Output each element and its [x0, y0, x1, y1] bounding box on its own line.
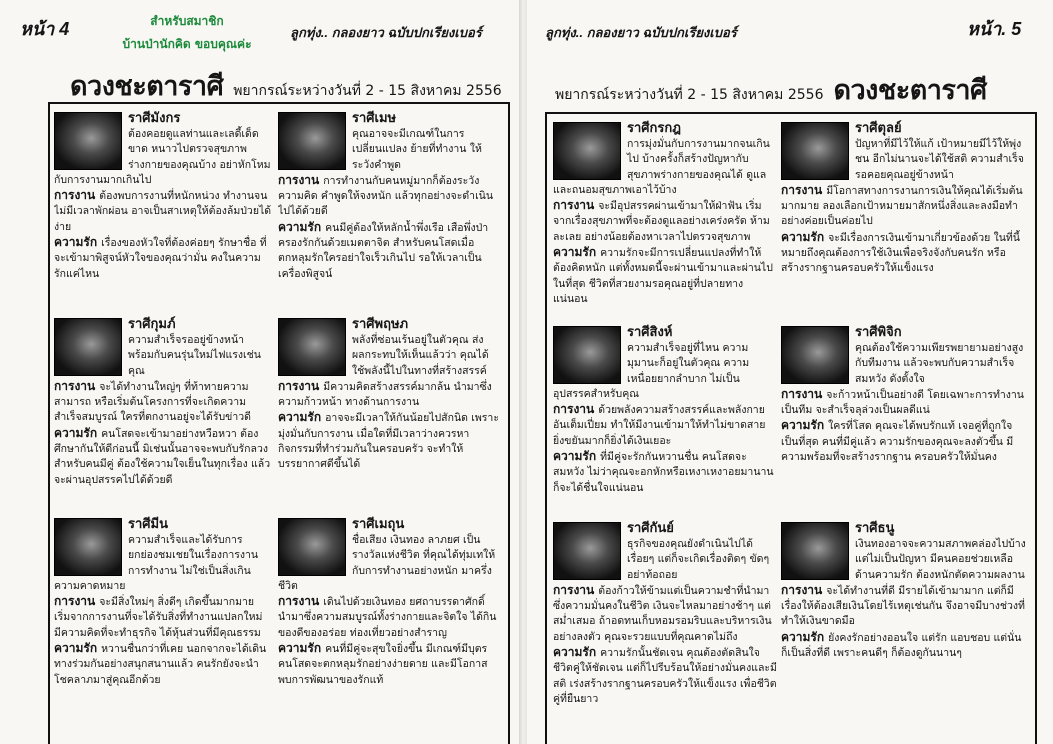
work-text: จะมีสิ่งใหม่ๆ สิ่งดีๆ เกิดขึ้นมากมาย เริ่มจากการงานที่จะได้รับสิ่งที่ทำงานแปลกใหม่ มีความคิดที่จะทำธุรกิจ ได้หุ้นส่วนที่มีคุณธรรม	[54, 596, 263, 639]
love-label: ความรัก	[553, 245, 597, 260]
sign-name: ราศีเมษ	[352, 111, 397, 126]
member-note	[122, 10, 252, 56]
love-text: คนที่มีคู่จะสุขใจยิ่งขึ้น มีเกณฑ์มีบุตร คนโสดจะตกหลุมรักอย่างง่ายดาย และมีโอกาสพบการพัฒนาของรักแท้	[278, 643, 488, 686]
sign-intro: ธุรกิจของคุณยังดำเนินไปได้เรื่อยๆ แต่ก็จะเกิดเรื่องติดๆ ขัดๆ อย่าท้อถอย	[627, 538, 770, 581]
work-label: การงาน	[553, 198, 595, 213]
work-label: การงาน	[54, 594, 96, 609]
left-page	[0, 0, 521, 744]
love-label: ความรัก	[54, 425, 98, 440]
work-text: จะได้ทำงานที่ดี มีรายได้เข้ามามาก แต่ก็มีเรื่องให้ต้องเสียเงินโดยไร้เหตุเช่นกัน จึงอาจมีบางช่วงที่ทำให้เงินขาดมือ	[781, 584, 1025, 628]
sign-taurus	[278, 316, 500, 508]
work-text: มีโอกาสทางการงานการเงินให้คุณได้เริ่มต้นมากมาย ลองเลือกเป้าหมายมาสักหนึ่งสิ่งและลงมือทำอย่างค่อยเป็นค่อยไป	[781, 184, 1023, 228]
sign-aries	[278, 110, 500, 308]
page-heading	[70, 64, 502, 107]
sign-leo	[553, 324, 777, 514]
love-text: ใครที่โสด คุณจะได้พบรักแท้ เจอคู่ที่ถูกใจเป็นที่สุด คนที่มีคู่แล้ว ความรักของคุณจะลงตัวขึ้น มีความพร้อมที่จะสร้างรากฐาน ครอบครัวให้มั่นคง	[781, 420, 1014, 464]
sign-intro: ปัญหาที่มีไว้ให้แก้ เป้าหมายมีไว้ให้พุ่งชน อีกไม่นานจะได้ใช้สติ ความสำเร็จรอคอยคุณอยู่ข้างหน้า	[855, 138, 1024, 181]
work-text: ด้วยพลังความสร้างสรรค์และพลังกายอันเต็มเปี่ยม ทำให้มีงานเข้ามาให้ทำไม่ขาดสาย ยิ่งขยันมากก็ยิ่งได้เงินเยอะ	[553, 404, 766, 447]
sign-name: ราศีสิงห์	[627, 325, 673, 340]
sign-virgo	[553, 520, 777, 742]
work-text: เดินไปด้วยเงินทอง ยศถาบรรดาศักดิ์ นำมาซึ่งความสมบูรณ์ทั้งร่างกายและจิตใจ ได้กินของดีของอร่อย ท่องเที่ยวอย่างสำราญ	[278, 596, 497, 639]
horoscope-title: ดวงชะตาราศี	[833, 75, 987, 105]
sign-scorpio	[781, 324, 1027, 514]
love-label: ความรัก	[553, 449, 597, 464]
love-text: ความรักจะมีการเปลี่ยนแปลงที่ทำให้ต้องคิดหนัก แต่ทั้งหมดนี้จะผ่านเข้ามาและผ่านไป ในที่สุด ชีวิตที่สวยงามรอคุณอยู่ที่ปลายทางแน่นอน	[553, 247, 773, 305]
sign-intro: คุณอาจจะมีเกณฑ์ในการเปลี่ยนแปลง ย้ายที่ทำงาน ให้ระวังคำพูด	[352, 128, 482, 171]
sign-illustration	[781, 522, 849, 580]
sign-name: ราศีธนู	[855, 521, 895, 536]
right-page	[527, 0, 1053, 744]
love-label: ความรัก	[553, 645, 597, 660]
sign-illustration	[278, 318, 346, 376]
sign-intro: คุณต้องใช้ความเพียรพยายามอย่างสูงกับทีมงาน แล้วจะพบกับความสำเร็จสมหวัง ดังตั้งใจ	[855, 342, 1024, 385]
horoscope-title: ดวงชะตาราศี	[70, 71, 224, 101]
sign-sagittarius	[781, 520, 1027, 742]
sign-aquarius	[54, 316, 272, 508]
running-header: ลูกทุ่ง.. กลองยาว ฉบับปกเรียงเบอร์	[290, 25, 482, 40]
sign-intro: ความสำเร็จรออยู่ข้างหน้า พร้อมกับคนรุ่นใหม่ไฟแรงเช่นคุณ	[128, 334, 261, 377]
sign-illustration	[54, 112, 122, 170]
sign-name: ราศีพิจิก	[855, 325, 902, 340]
work-text: ต้องพบการงานที่หนักหน่วง ทำงานจนไม่มีเวลาพักผ่อน อาจเป็นสาเหตุให้ต้องล้มป่วยได้ง่าย	[54, 190, 272, 233]
love-label: ความรัก	[54, 641, 98, 656]
love-text: คนโสดจะเข้ามาอย่างหวือหวา ต้องศึกษากันให้ดีก่อนนี้ มิเช่นนั้นอาจจะพบกับรักลวง สำหรับคนมีคู่ ต้องใช้ความใจเย็นในทุกเรื่อง แล้วจะผ่านอุปสรรคไปได้ด้วยดี	[54, 427, 271, 486]
sign-name: ราศีกันย์	[627, 521, 674, 536]
sign-gemini	[278, 516, 500, 742]
work-label: การงาน	[54, 188, 96, 203]
sign-intro: ความสำเร็จและได้รับการยกย่องชมเชยในเรื่องการงาน การทำงาน ไม่ใช่เป็นสิ่งเกินความคาดหมาย	[54, 534, 259, 592]
work-label: การงาน	[781, 182, 823, 197]
work-text: การทำงานกับคนหมู่มากก็ต้องระวังความคิด คำพูดให้จงหนัก แล้วทุกอย่างจะดำเนินไปได้ด้วยดี	[278, 174, 494, 218]
page-heading	[555, 68, 987, 111]
love-label: ความรัก	[278, 410, 322, 425]
work-text: จะมีอุปสรรคผ่านเข้ามาให้ฝ่าฟัน เริ่มจากเรื่องสุขภาพที่จะต้องดูแลอย่างเคร่งครัด ห้ามละเลย อย่างน้อยต้องหาเวลาไปตรวจสุขภาพ	[553, 200, 770, 243]
sign-intro: ความสำเร็จอยู่ที่ไหน ความมุมานะก็อยู่ในตัวคุณ ความเหนื่อยยากลำบาก ไม่เป็นอุปสรรคสำหรับคุณ	[553, 342, 750, 400]
love-text: ความรักนั้นชัดเจน คุณต้องตัดสินใจชีวิตคู่ให้ชัดเจน แต่ก็ไปรีบร้อนให้อย่างมั่นคงและมีสติ เร่งสร้างรากฐานครอบครัวให้แข็งแรง เพื่อชีวิตคู่ที่ยืนยาว	[553, 647, 777, 705]
sign-capricorn	[54, 110, 272, 308]
sign-intro: พลังที่ซ่อนเร้นอยู่ในตัวคุณ ส่งผลกระทบให้เห็นแล้วว่า คุณได้ใช้พลังนี้ไปในทางที่สร้างสรรค์	[352, 334, 489, 377]
work-text: จะได้ทำงานใหญ่ๆ ที่ท้าทายความสามารถ หรือเริ่มต้นโครงการที่จะเกิดความสำเร็จสมบูรณ์ ใครที่ตกงานอยู่จะได้รับข่าวดี	[54, 380, 251, 424]
sign-illustration	[553, 522, 621, 580]
sign-name: ราศีกรกฎ	[627, 121, 681, 136]
work-text: จะก้าวหน้าเป็นอย่างดี โดยเฉพาะการทำงานเป็นทีม จะสำเร็จลุล่วงเป็นผลดีแน่	[781, 388, 1024, 417]
sign-illustration	[54, 318, 122, 376]
sign-intro: ชื่อเสียง เงินทอง ลาภยศ เป็นรางวัลแห่งชีวิต ที่คุณได้ทุ่มเทให้กับการทำงานอย่างหนัก มาครึ่งชีวิต	[278, 534, 496, 592]
running-header: ลูกทุ่ง.. กลองยาว ฉบับปกเรียงเบอร์	[545, 25, 737, 40]
work-label: การงาน	[278, 172, 320, 187]
love-label: ความรัก	[278, 219, 322, 234]
work-label: การงาน	[278, 594, 320, 609]
work-text: มีความคิดสร้างสรรค์มากล้น นำมาซึ่งความก้าวหน้า ทางด้านการงาน	[278, 380, 492, 409]
forecast-period: พยากรณ์ระหว่างวันที่ 2 - 15 สิงหาคม 2556	[233, 83, 502, 99]
work-label: การงาน	[781, 582, 823, 597]
sign-libra	[781, 120, 1027, 316]
sign-illustration	[781, 326, 849, 384]
member-line-1: สำหรับสมาชิก	[150, 14, 224, 28]
sign-name: ราศีมีน	[128, 517, 168, 532]
sign-name: ราศีมังกร	[128, 111, 181, 126]
love-text: อาจจะมีเวลาให้กันน้อยไปสักนิด เพราะมุ่งมั่นกับการงาน เมื่อใดที่มีเวลาว่างควรหากิจกรรมที่ทำร่วมกันในครอบครัว จะทำให้บรรยากาศดีขึ้นได้	[278, 412, 499, 471]
love-text: จะมีเรื่องการเงินเข้ามาเกี่ยวข้องด้วย ในที่นี้หมายถึงคุณต้องการใช้เงินเพื่อจริงจังกับคนรัก หรือสร้างรากฐานครอบครัวให้แข็งแรง	[781, 231, 1020, 275]
sign-illustration	[54, 518, 122, 576]
sign-cancer	[553, 120, 777, 316]
love-text: ที่มีคู่จะรักกันหวานชื่น คนโสดจะสมหวัง ไม่ว่าคุณจะอกหักหรือเหงาเหงาอยมานาน ก็จะได้ชื่นใจแน่นอน	[553, 451, 774, 494]
work-label: การงาน	[781, 386, 823, 401]
sign-name: ราศีกุมภ์	[128, 317, 176, 332]
work-label: การงาน	[553, 402, 595, 417]
sign-illustration	[553, 122, 621, 180]
sign-illustration	[278, 112, 346, 170]
sign-illustration	[553, 326, 621, 384]
member-line-2: บ้านป่านักคิด ขอบคุณค่ะ	[122, 37, 252, 51]
love-label: ความรัก	[781, 629, 825, 644]
sign-illustration	[781, 122, 849, 180]
sign-illustration	[278, 518, 346, 576]
love-label: ความรัก	[781, 229, 825, 244]
forecast-period: พยากรณ์ระหว่างวันที่ 2 - 15 สิงหาคม 2556	[555, 87, 824, 103]
love-text: เรื่องของหัวใจที่ต้องค่อยๆ รักษาชื่อ ที่จะเข้ามาพิสูจน์หัวใจของคุณว่ามั่น คงในความรักแค่ไหน	[54, 237, 267, 280]
page-number: หน้า. 5	[967, 19, 1022, 39]
work-label: การงาน	[278, 378, 320, 393]
work-label: การงาน	[54, 378, 96, 393]
sign-intro: การมุ่งมั่นกับการงานมากจนเกินไป บ้างครั้งก็สร้างปัญหากับสุขภาพร่างกายของคุณได้ ดูแลและถนอมสุขภาพเอาไว้บ้าง	[553, 138, 770, 196]
sign-pisces	[54, 516, 272, 742]
sign-name: ราศีเมถุน	[352, 517, 405, 532]
work-label: การงาน	[553, 582, 595, 597]
sign-name: ราศีพฤษภ	[352, 317, 409, 332]
love-text: คนมีคู่ต้องให้หลักน้ำพึ่งเรือ เสือพึ่งป่า ครองรักกันด้วยเมตตาจิต สำหรับคนโสดเมื่อตกหลุมรักใครอย่าใจเร็วเกินไป รอให้เวลาเป็นเครื่องพิสูจน์	[278, 221, 489, 280]
sign-name: ราศีตุลย์	[855, 121, 902, 136]
love-label: ความรัก	[54, 235, 98, 250]
love-text: หวานชื่นกว่าที่เคย นอกจากจะได้เดินทางร่วมกันอย่างสนุกสนานแล้ว คนรักยังจะนำโชคลาภมาสู่คุณอีกด้วย	[54, 643, 267, 686]
love-text: ยังคงรักอย่างออนใจ แต่รัก แอบชอบ แต่นั่นก็เป็นสิ่งที่ดี เพราะคนดีๆ ก็ต้องดูกันนานๆ	[781, 631, 1022, 660]
work-text: ต้องก้าวให้ข้ามแต่เป็นความชำที่นำมาซึ่งความมั่นคงในชีวิต เงินจะไหลมาอย่างช้าๆ แต่สม่ำเสมอ ถ้าอดทนเก็บหอมรอมริบและบริหารเงินอย่างลงตัว คุณจะรวยแบบที่คุณคาดไม่ถึง	[553, 584, 772, 643]
love-label: ความรัก	[781, 418, 825, 433]
sign-intro: เงินทองอาจจะความสภาพคล่องไปบ้าง แต่ไม่เป็นปัญหา มีคนคอยช่วยเหลือ ด้านความรัก ต้องหนักตัดความผลงาน	[855, 538, 1026, 581]
page-number: หน้า 4	[20, 19, 70, 39]
sign-intro: ต้องคอยดูแลท่านและเลดี้เด็ดขาด หนาวไปตรวจสุขภาพร่างกายของคุณบ้าง อย่าหักโหมกับการงานมากเกินไป	[54, 128, 271, 186]
love-label: ความรัก	[278, 641, 322, 656]
